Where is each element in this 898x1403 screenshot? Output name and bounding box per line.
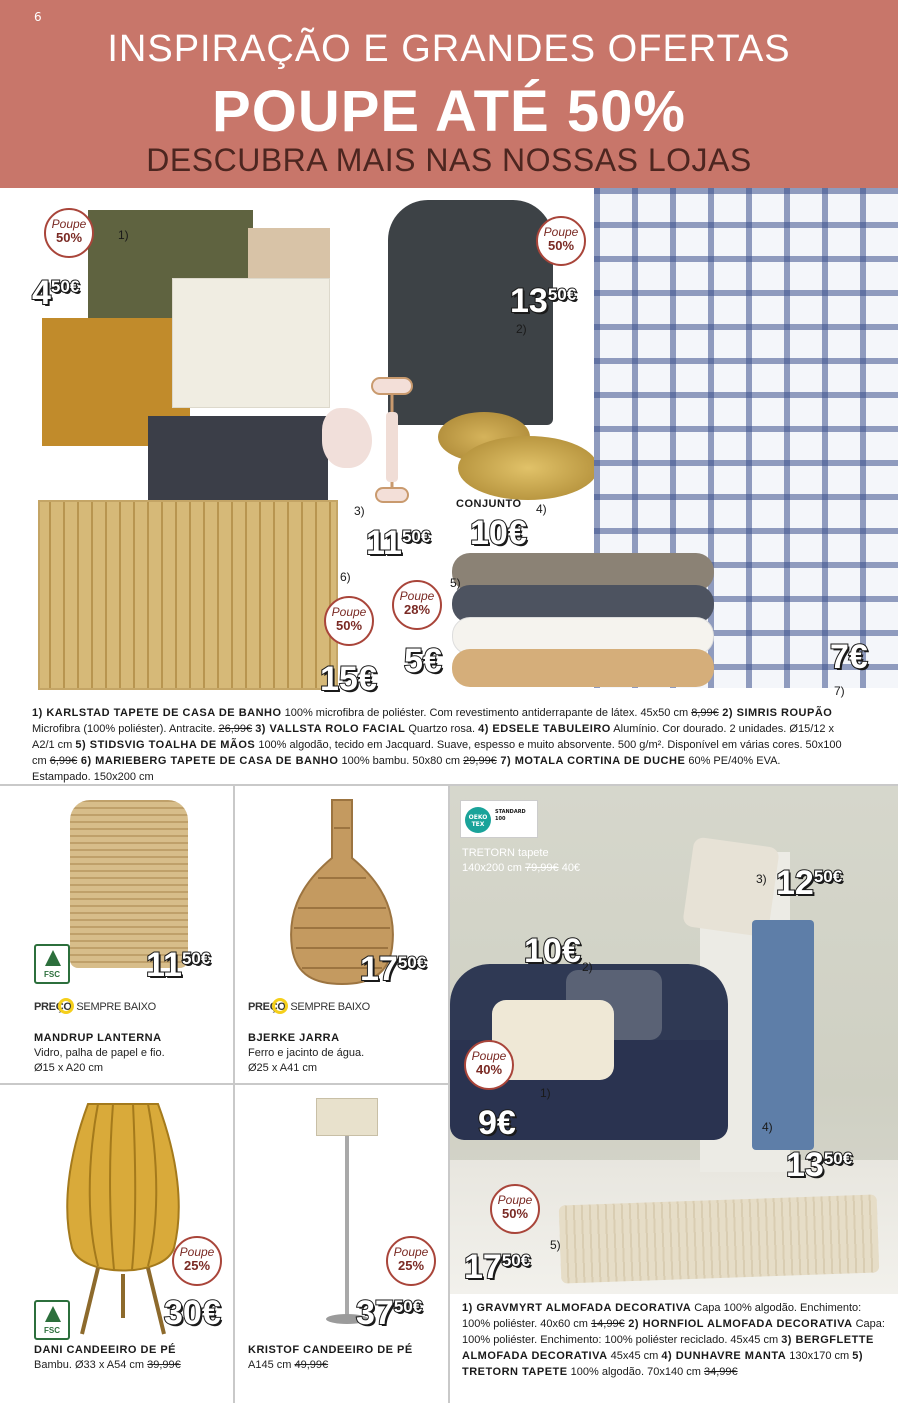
price-tag: 1150€ [146,946,211,984]
product-description: Vidro, palha de papel e fio. Ø15 x A20 cm [34,1047,165,1074]
product-name: KRISTOF CANDEEIRO DE PÉ [248,1344,413,1356]
price-tag: 1350€ [786,1146,853,1184]
bath-mat-navy-image [148,416,328,506]
item-number: 6) [340,570,351,584]
save-badge: Poupe 50% [490,1184,540,1234]
low-price-label: PREÇO SEMPRE BAIXO [248,998,370,1014]
item-number: 5) [550,1238,561,1252]
price-tag: 9€ [478,1104,516,1142]
bath-mat-white-image [172,278,330,408]
lantern-image [70,800,188,968]
item-number: 1) [118,228,129,242]
top-products-description: 1) KARLSTAD TAPETE DE CASA DE BANHO 100% microfibra de poliéster. Com revestimento antiderrapante de látex. 45x50 cm 8,99€ 2) SIMRIS ROUPÃO Microfibra (100% poliéster). Antracite. 26,99€ 3) VALLSTA ROLO FACIAL Quartzo rosa. 4) EDSELE TABULEIRO Alumínio. Cor dourado. 2 unidades. Ø15/12 x A2/1 cm 5) STIDSVIG TOALHA DE MÃOS 100% algodão, tecido em Jacquard. Suave, espesso e muito absorvente. 500 g/m². Disponível em várias cores. 50x100 cm 6,99€ 6) MARIEBERG TAPETE DE CASA DE BANHO 100% bambu. 50x80 cm 29,99€ 7) MOTALA CORTINA DE DUCHE 60% PE/40% EVA. Estampado. 150x200 cm [32,707,842,783]
save-badge: Poupe 25% [172,1236,222,1286]
price-tag: 1150€ [366,524,431,562]
price-tag: 1750€ [360,950,427,988]
low-price-label: PREÇO SEMPRE BAIXO [34,998,156,1014]
price-tag: 30€ [164,1294,221,1332]
divider [233,784,235,1403]
gold-tray-large-image [458,436,598,500]
headline-offer: POUPE ATÉ 50% [212,79,686,144]
price-tag: 1750€ [464,1248,531,1286]
set-label: CONJUNTO [456,498,522,510]
price-tag: 7€ [830,638,868,676]
item-number: 2) [582,960,593,974]
headline: INSPIRAÇÃO E GRANDES OFERTAS [107,28,791,70]
price-tag: 15€ [320,660,377,698]
price-tag: 3750€ [356,1294,423,1332]
bamboo-bath-mat-image [38,500,338,690]
item-number: 5) [450,576,461,590]
price-tag: 1350€ [510,282,577,320]
product-description: Bambu. Ø33 x A54 cm 39,99€ [34,1359,181,1371]
tretorn-rug-tag: TRETORN tapete 140x200 cm 79,99€ 40€ [462,847,581,874]
face-roller-image [368,372,416,512]
price-tag: 5€ [404,642,442,680]
floor-lamp-shade-image [316,1098,378,1136]
product-name: MANDRUP LANTERNA [34,1032,162,1044]
item-number: 4) [536,502,547,516]
product-description: A145 cm 49,99€ [248,1359,329,1371]
item-number: 1) [540,1086,551,1100]
item-number: 3) [756,872,767,886]
fsc-logo: FSC [34,1300,70,1340]
price-tag: 10€ [524,932,581,970]
price-tag: 10€ [470,514,527,552]
blanket-image [752,920,814,1150]
oeko-tex-logo: OEKO TEX STANDARD 100 [460,800,538,838]
page-number: 6 [34,10,42,24]
floor-lamp-pole-image [345,1136,349,1316]
price-tag: 1250€ [776,864,843,902]
product-name: DANI CANDEEIRO DE PÉ [34,1344,177,1356]
save-badge: Poupe 50% [536,216,586,266]
divider [0,1083,448,1085]
item-number: 7) [834,684,845,698]
save-badge: Poupe 50% [44,208,94,258]
gua-sha-image [322,408,372,468]
price-tag: 450€ [32,274,80,312]
item-number: 3) [354,504,365,518]
save-badge: Poupe 50% [324,596,374,646]
item-number: 2) [516,322,527,336]
fsc-logo: FSC [34,944,70,984]
item-number: 4) [762,1120,773,1134]
save-badge: Poupe 25% [386,1236,436,1286]
subheadline: DESCUBRA MAIS NAS NOSSAS LOJAS [146,142,752,178]
hand-towels-image [452,545,714,693]
save-badge: Poupe 28% [392,580,442,630]
product-name: BJERKE JARRA [248,1032,340,1044]
room-products-description: 1) GRAVMYRT ALMOFADA DECORATIVA Capa 100% algodão. Enchimento: 100% poliéster. 40x60 cm 14,99€ 2) HORNFIOL ALMOFADA DECORATIVA Capa: 100% poliéster. Enchimento: 100% poliéster reciclado. 45x45 cm 3) BERGFLETTE ALMOFADA DECORATIVA 45x45 cm 4) DUNHAVRE MANTA 130x170 cm 5) TRETORN TAPETE 100% algodão. 70x140 cm 34,99€ [462,1302,885,1378]
product-description: Ferro e jacinto de água. Ø25 x A41 cm [248,1047,365,1074]
save-badge: Poupe 40% [464,1040,514,1090]
cotton-rug-image [559,1194,880,1283]
